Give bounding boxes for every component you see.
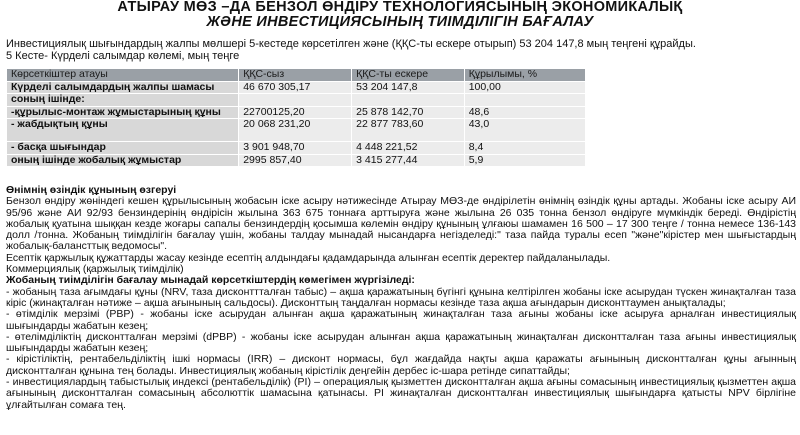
column-header: ҚҚС-сыз xyxy=(239,69,352,82)
paragraph: Коммерциялық (қаржылық тиімділік) xyxy=(6,263,184,276)
paragraph: Бензол өндіру жөніндегі кешен құрылысының жобасын іске асыру нәтижесінде Атырау МӨЗ-де өндірілетін өнімнің өзіндік құны артады. Жобаны іске асыру АИ 95/96 және АИ 92/93 бензиндерінің өндірісін жылына 363 675 тоннаға арттыруға және жылына 26 035 тонна бензол өндіруге мүмкіндік береді. Өндірістің жобалық қуатына шыққан кезде жоғары сапалы бензиндердің қосымша көлемін өндіру құнының ұлғаюы шамамен 16 500 – 17 300 теңге / тонна немесе 136-143 долл /тонна. Жобаның тиімділігін бағалау үшін, жобаны талдау мынадай нысандарға негізделеді:" таза пайда туралы есеп "және"кірістер мен шығыстардың жобалық-балансттық ведомосы". xyxy=(6,195,796,253)
table-row xyxy=(7,81,586,94)
table-cell: 43,0 xyxy=(464,119,585,142)
table-cell: соның ішінде: xyxy=(7,94,239,107)
table-cell: 25 878 142,70 xyxy=(352,106,465,119)
table-row xyxy=(7,154,586,167)
table-cell xyxy=(464,94,585,107)
table-cell: оның ішінде жобалық жұмыстар xyxy=(7,154,239,167)
table-cell: 20 068 231,20 xyxy=(239,119,352,142)
page-title xyxy=(0,0,800,30)
table-header-row xyxy=(7,69,586,82)
table-row xyxy=(7,106,586,119)
list-item: - өтелімділіктің дисконтталған мерзімі (dPBP) - жобаны іске асырудан алынған ақша қаражатының жинақталған дисконтталған таза ағыны инвестициялық шығындарды жабатын кезең; xyxy=(6,330,796,355)
investment-table xyxy=(6,68,586,167)
table-row xyxy=(7,94,586,107)
table-cell: 22 877 783,60 xyxy=(352,119,465,142)
column-header: Құрылымы, % xyxy=(464,69,585,82)
table-cell: 22700125,20 xyxy=(239,106,352,119)
table-cell: - басқа шығындар xyxy=(7,142,239,155)
table-cell xyxy=(352,94,465,107)
intro-text xyxy=(6,38,796,62)
table-cell: 3 901 948,70 xyxy=(239,142,352,155)
table-row xyxy=(7,142,586,155)
table-cell: 3 415 277,44 xyxy=(352,154,465,167)
title-line-1: АТЫРАУ МӨЗ –ДА БЕНЗОЛ ӨНДІРУ ТЕХНОЛОГИЯСЫНЫҢ ЭКОНОМИКАЛЫҚ xyxy=(117,0,683,15)
table-cell: 5,9 xyxy=(464,154,585,167)
table-caption: 5 Кесте- Күрделі салымдар көлемі, мың теңге xyxy=(6,50,240,62)
column-header: ҚҚС-ты ескере xyxy=(352,69,465,82)
table-cell: 48,6 xyxy=(464,106,585,119)
table-cell: Күрделі салымдардың жалпы шамасы xyxy=(7,81,239,94)
table-cell: 4 448 221,52 xyxy=(352,142,465,155)
table-cell: - жабдықтың құны xyxy=(7,119,239,142)
table-cell: 53 204 147,8 xyxy=(352,81,465,94)
intro-line-1: Инвестициялық шығындардың жалпы мөлшері 5-кестеде көрсетілген және (ҚҚС-ты ескере отырып) 53 204 147,8 мың теңгені құрайды. xyxy=(6,38,696,50)
list-item: - жобаның таза ағымдағы құны (NRV, таза дисконттталған табыс) – ақша қаражатының бүгінгі құнына келтірілген жобаны іске асырудан түскен жинақталған таза кіріс (жинақталған нәтиже – ақша ағынының сальдосы). Дисконттың таңдалған нормасы кезінде таза ақша ағындарын дисконттаумен анықталады; xyxy=(6,285,796,309)
section-heading: Өнімнің өзіндік құнының өзгеруі xyxy=(6,184,177,196)
table-row xyxy=(7,119,586,142)
table-cell: 46 670 305,17 xyxy=(239,81,352,94)
list-item: - кірістіліктің, рентабельділіктің ішкі нормасы (IRR) – дисконт нормасы, бұл жағдайда нақты ақша қаражаты ағынының дисконтталған құны ағынның дисконтталған құнына тең болады. Инвестициялық жобаның кірістілік деңгейін дербес іс-шара ретінде сипаттайды; xyxy=(6,353,796,377)
table-cell: 100,00 xyxy=(464,81,585,94)
table-cell: -құрылыс-монтаж жұмыстарының құны xyxy=(7,106,239,119)
list-item: - инвестициялардың табыстылық индексі (рентабельділік) (PI) – операциялық қызметтен дисконтталған ақша ағыны сомасының инвестициялық қызметтен ақша ағынының дисконтталған сомасының абсолюттік шамасына қатынасы. PI жинақталған дисконтталған инвестициялық шығындарға қатысты NPV бірлігіне ұлғайтылған сомаға тең. xyxy=(6,376,796,411)
column-header: Көрсеткіштер атауы xyxy=(7,69,239,82)
title-line-2: ЖӘНЕ ИНВЕСТИЦИЯСЫНЫҢ ТИІМДІЛІГІН БАҒАЛАУ xyxy=(206,14,594,30)
table-cell: 8,4 xyxy=(464,142,585,155)
paragraph: Есептік қаржылық құжаттарды жасау кезінде есептің алдындағы қадамдарында алынған есептік деректер пайдаланылады. xyxy=(6,251,611,264)
table-cell xyxy=(239,94,352,107)
section-heading: Жобаның тиімділігін бағалау мынадай көрсеткіштердің көмегімен жүргізіледі: xyxy=(6,274,415,287)
list-item: - өтімділік мерзімі (PBP) - жобаны іске асырудан алынған ақша қаражатының жинақталған таза ағыны жобаны іске асыруға арналған инвестициялық шығындарды жабатын кезең; xyxy=(6,308,796,332)
body-text xyxy=(6,185,796,411)
table-cell: 2995 857,40 xyxy=(239,154,352,167)
